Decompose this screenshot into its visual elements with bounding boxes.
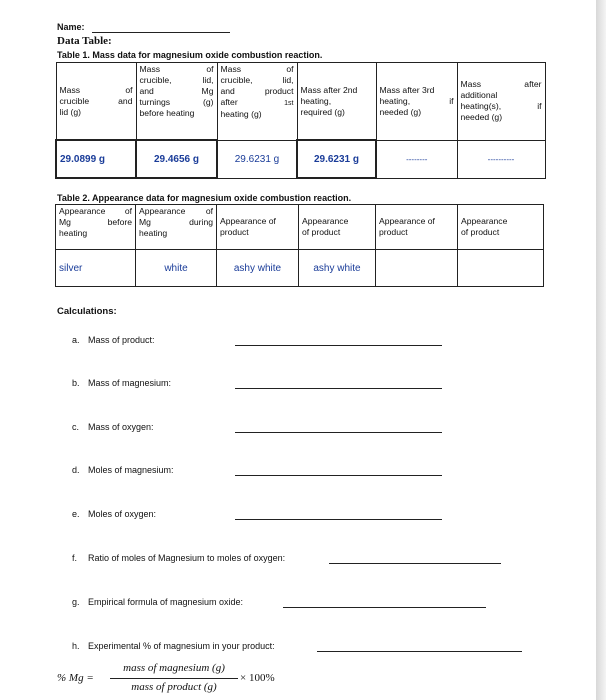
header-appearance-during-heating: Appearance of Mg during heating [136, 205, 217, 250]
answer-line-mass-product[interactable] [235, 345, 442, 346]
value-appearance-product-2[interactable]: ashy white [299, 250, 376, 287]
answer-line-mass-oxygen[interactable] [235, 432, 442, 433]
name-label: Name: [57, 22, 85, 32]
value-mass-after-first-heating[interactable]: 29.6231 g [217, 140, 297, 178]
answer-line-percent-magnesium[interactable] [317, 651, 522, 652]
mass-data-table [55, 62, 546, 179]
header-appearance-product-1: Appearance of product [217, 205, 299, 250]
header-appearance-product-2: Appearance of product [299, 205, 376, 250]
header-mass-after-second-heating: Mass after 2nd heating, required (g) [297, 63, 376, 141]
formula-numerator: mass of magnesium (g) [123, 662, 225, 674]
value-mass-after-third-heating[interactable]: -------- [376, 140, 457, 178]
value-appearance-before-heating[interactable]: silver [56, 250, 136, 287]
formula-multiplier: × 100% [240, 672, 275, 684]
value-appearance-product-3[interactable] [376, 250, 458, 287]
header-appearance-before-heating: Appearance of Mg before heating [56, 205, 136, 250]
header-mass-additional-heating: Mass after additional heating(s), if needed (g) [457, 63, 545, 141]
table1-caption: Table 1. Mass data for magnesium oxide combustion reaction. [57, 50, 323, 60]
table2-caption: Table 2. Appearance data for magnesium oxide combustion reaction. [57, 193, 352, 203]
calc-item-moles-magnesium: d. Moles of magnesium: [72, 465, 174, 475]
table2-value-row [56, 250, 544, 287]
table2-header-row [56, 205, 544, 250]
calc-item-mass-magnesium: b. Mass of magnesium: [72, 378, 172, 388]
calc-item-mass-oxygen: c. Mass of oxygen: [72, 422, 154, 432]
header-mass-after-first-heating: Mass of crucible, lid, and product after 1st heating (g) [217, 63, 297, 141]
appearance-data-table [55, 204, 544, 287]
header-mass-after-third-heating: Mass after 3rd heating, if needed (g) [376, 63, 457, 141]
calc-item-percent-magnesium: h. Experimental % of magnesium in your product: [72, 641, 275, 651]
header-appearance-product-3: Appearance of product [376, 205, 458, 250]
answer-line-moles-magnesium[interactable] [235, 475, 442, 476]
table1-value-row [56, 140, 545, 178]
calc-item-moles-oxygen: e. Moles of oxygen: [72, 509, 157, 519]
value-mass-after-second-heating[interactable]: 29.6231 g [297, 140, 376, 178]
value-appearance-product-1[interactable]: ashy white [217, 250, 299, 287]
data-table-label: Data Table: [57, 35, 112, 47]
value-appearance-during-heating[interactable]: white [136, 250, 217, 287]
header-mass-before-heating: Mass of crucible, lid, and Mg turnings (g) before heating [136, 63, 217, 141]
header-appearance-product-4: Appearance of product [458, 205, 544, 250]
name-blank-line[interactable] [92, 32, 230, 33]
calc-item-empirical-formula: g. Empirical formula of magnesium oxide: [72, 597, 244, 607]
value-appearance-product-4[interactable] [458, 250, 544, 287]
calc-item-mole-ratio: f. Ratio of moles of Magnesium to moles of oxygen: [72, 553, 286, 563]
page-edge-shadow [596, 0, 606, 700]
table1-header-row [56, 63, 545, 141]
answer-line-empirical-formula[interactable] [283, 607, 486, 608]
header-mass-crucible-lid: Mass of crucible and lid (g) [56, 63, 136, 141]
formula-lhs: % Mg = [57, 672, 94, 684]
formula-fraction-bar [110, 678, 238, 679]
calc-item-mass-product: a. Mass of product: [72, 335, 155, 345]
answer-line-mass-magnesium[interactable] [235, 388, 442, 389]
formula-denominator: mass of product (g) [131, 681, 217, 693]
value-mass-crucible-lid[interactable]: 29.0899 g [56, 140, 136, 178]
answer-line-moles-oxygen[interactable] [235, 519, 442, 520]
answer-line-mole-ratio[interactable] [329, 563, 501, 564]
value-mass-before-heating[interactable]: 29.4656 g [136, 140, 217, 178]
value-mass-additional-heating[interactable]: ---------- [457, 140, 545, 178]
calculations-title: Calculations: [57, 306, 117, 317]
